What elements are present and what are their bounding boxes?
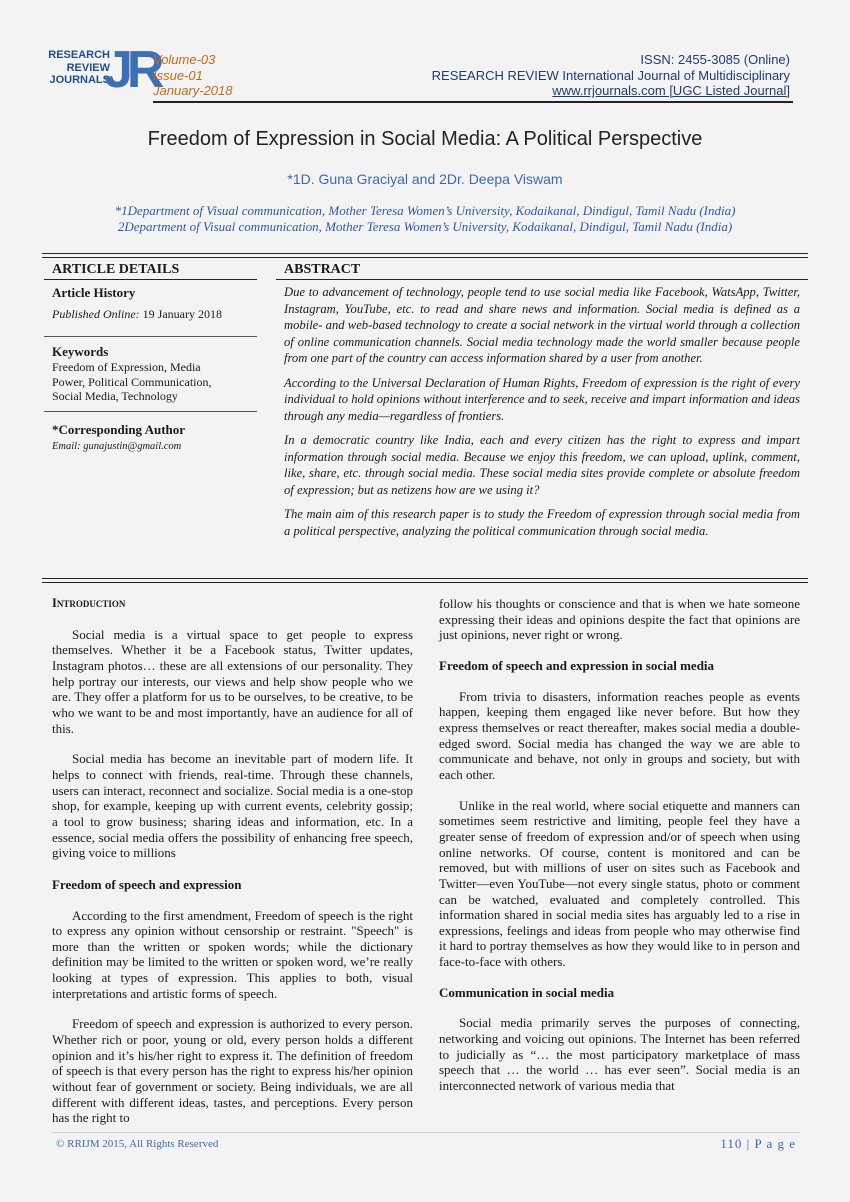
affiliations	[0, 203, 850, 235]
body-column-right	[439, 596, 800, 1094]
body-paragraph: follow his thoughts or conscience and that is when we hate someone expressing their ideas and opinions despite the fact that opinions are just opinions, never right or wrong.	[439, 596, 800, 643]
logo-line: JOURNALS	[49, 74, 110, 86]
journal-website: www.rrjournals.com [UGC Listed Journal]	[552, 83, 790, 98]
abstract-paragraph: The main aim of this research paper is to study the Freedom of expression through social media from a political perspective, analyzing the political communication through social media.	[284, 507, 800, 538]
author-email: Email: gunajustin@gmail.com	[52, 440, 182, 452]
volume: Volume-03	[153, 52, 216, 67]
section-heading: Communication in social media	[439, 984, 615, 1000]
keywords-label: Keywords	[52, 344, 109, 359]
section-heading: Freedom of speech and expression	[52, 876, 242, 892]
article-details-column	[52, 284, 257, 452]
body-paragraph: Social media primarily serves the purposes of connecting, networking and voicing out opinions. The Internet has been referred to judicially as “… the most participatory marketplace of mass speech that … the world … has ever seen”. Social media is an interconnected network of various media that	[439, 1015, 800, 1094]
history-label: Article History	[52, 285, 136, 300]
body-paragraph: Unlike in the real world, where social etiquette and manners can sometimes seem restrictive and limiting, people feel they have a greater sense of freedom of expression and/or of speech when using online networks. Of course, content is monitored and can be removed, but with millions of user on sites such as Facebook and Twitter—even YouTube—not every single status, photo or comment can be watched, evaluated and completely controlled. This information shared in social media sites has arguably led to a rise in expressions, feelings and ideas from people who may otherwise find it hard to portray themselves as how they would like to in person and face-to-face with others.	[439, 797, 800, 970]
body-paragraph: Freedom of speech and expression is authorized to every person. Whether rich or poor, young or old, every person holds a different opinion and it’s his/her right to express it. The definition of freedom of speech is that every person has the right to express his/her opinion without fear of government or society. Being individuals, we are all different with different ideas, tastes, and perceptions. Every person has the right to	[52, 1016, 413, 1126]
logo-mark: JR	[104, 41, 159, 99]
published-online	[52, 307, 257, 322]
details-separator	[44, 336, 257, 337]
abstract-body	[284, 284, 800, 547]
logo-line: RESEARCH	[48, 49, 110, 61]
issue-date: January-2018	[153, 83, 233, 98]
paper-authors: *1D. Guna Graciyal and 2Dr. Deepa Viswam	[287, 171, 563, 187]
affiliation-1: *1Department of Visual communication, Mother Teresa Women’s University, Kodaikanal, Dindigul, Tamil Nadu (India)	[114, 203, 736, 218]
details-top-rule	[42, 253, 808, 258]
journal-logo	[48, 41, 159, 102]
introduction-heading: Introduction	[52, 596, 126, 610]
footer-rule	[52, 1132, 800, 1133]
published-label: Published Online:	[52, 307, 140, 321]
published-date: 19 January 2018	[142, 307, 222, 321]
abstract-paragraph: Due to advancement of technology, people tend to use social media like Facebook, WatsApp, Twitter, Instagram, YouTube, etc. to read and share news and information. Social media is defined as a mobile- and web-based technology to create a social network in the virtual world through a collection of online communication channels. Social media technology made the world smaller because people from one part of the country can access information shared by a user from another.	[284, 285, 800, 365]
body-paragraph: From trivia to disasters, information reaches people as events happen, keeping them engaged like never before. But how they express themselves or react thereafter, makes social media a double-edged sword. Social media has changed the way we are able to communicate and behave, not only in groups and society, but with each other.	[439, 688, 800, 782]
journal-name: RESEARCH REVIEW International Journal of Multidisciplinary	[431, 67, 790, 83]
details-bottom-rule	[42, 578, 808, 583]
section-heading: Freedom of speech and expression in social media	[439, 657, 715, 673]
affiliation-2: 2Department of Visual communication, Mother Teresa Women’s University, Kodaikanal, Dindigul, Tamil Nadu (India)	[117, 219, 733, 234]
header-rule	[153, 101, 793, 103]
keywords-list: Freedom of Expression, Media Power, Political Communication, Social Media, Technology	[52, 360, 212, 403]
journal-info	[432, 52, 790, 99]
page-number: 110 | P a g e	[720, 1136, 796, 1151]
details-separator	[44, 411, 257, 412]
abstract-heading-rule	[276, 279, 808, 280]
paper-title: Freedom of Expression in Social Media: A Political Perspective	[147, 128, 703, 150]
logo-text	[48, 49, 110, 87]
details-heading-rule	[44, 279, 257, 280]
copyright: © RRIJM 2015, All Rights Reserved	[56, 1138, 219, 1150]
body-paragraph: According to the first amendment, Freedom of speech is the right to express any opinion without censorship or restraint. "Speech" is more than the written or spoken words; while the dictionary definition may be limited to the written or spoken word, we’re really looking at types of expression. This applies to both, visual interpretations and artistic forms of speech.	[52, 907, 413, 1001]
corresponding-author-label: *Corresponding Author	[52, 421, 186, 437]
abstract-paragraph: In a democratic country like India, each and every citizen has the right to express and impart information through social media. Because we enjoy this freedom, we can upload, uplink, comment, like, share, etc. through social media. These social media sites provide complete or absolute freedom of expression; but as netizens how are we using it?	[284, 433, 800, 497]
body-column-left	[52, 596, 413, 1126]
article-details-heading: ARTICLE DETAILS	[52, 262, 180, 277]
abstract-heading: ABSTRACT	[284, 262, 361, 277]
issn: ISSN: 2455-3085 (Online)	[640, 52, 790, 67]
issue: Issue-01	[153, 67, 203, 83]
abstract-paragraph: According to the Universal Declaration of Human Rights, Freedom of expression is the right of every individual to hold opinions without interference and to seek, receive and impart information and ideas through any media—regardless of frontiers.	[284, 375, 800, 423]
logo-line: REVIEW	[66, 61, 110, 74]
body-paragraph: Social media has become an inevitable part of modern life. It helps to connect with friends, real-time. Through these channels, users can interact, reconnect and socialize. Social media is a one-stop shop, for example, keeping up with current events, celebrity gossip; a tool to grow business; sharing ideas and information, etc. In a essence, social media offers the possibility of enhancing free speech, giving voice to millions	[52, 751, 413, 861]
body-paragraph: Social media is a virtual space to get people to express themselves. Whether it be a Facebook status, Twitter updates, Instagram photos… these are all extensions of our personality. They help portray our interests, our views and help show people who we are. They offer a platform for us to be ourselves, to be creative, to be who we want to be and most importantly, have an audience for all of this.	[52, 626, 413, 736]
issue-info	[153, 52, 233, 99]
